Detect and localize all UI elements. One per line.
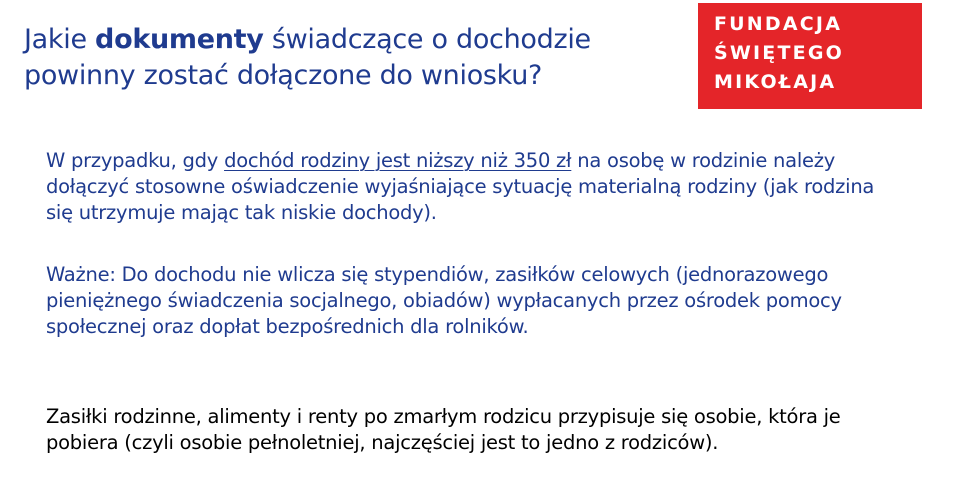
paragraph-income-statement xyxy=(46,148,906,226)
paragraph1-rest: na osobę w rodzinie należy dołączyć stosowne oświadczenie wyjaśniające sytuację materialną rodziny (jak rodzina się utrzymuje mając tak niskie dochody). xyxy=(46,149,875,224)
title-prefix: Jakie xyxy=(24,24,96,55)
logo-line-2: ŚWIĘTEGO xyxy=(714,42,844,64)
title-bold: dokumenty xyxy=(95,24,264,55)
logo-line-1: FUNDACJA xyxy=(714,13,843,35)
page-title xyxy=(24,22,684,94)
paragraph-important-note: Ważne: Do dochodu nie wlicza się stypendiów, zasiłków celowych (jednorazowego pieniężnego świadczenia socjalnego, obiadów) wypłacanych przez ośrodek pomocy społecznej oraz dopłat bezpośrednich dla rolników. xyxy=(46,263,842,338)
title-rest: świadczące o dochodzie powinny zostać dołączone do wniosku? xyxy=(24,24,591,91)
foundation-logo xyxy=(698,3,922,109)
paragraph1-prefix: W przypadku, gdy xyxy=(46,149,225,172)
logo-line-3: MIKOŁAJA xyxy=(714,71,837,93)
paragraph-benefits-note: Zasiłki rodzinne, alimenty i renty po zmarłym rodzicu przypisuje się osobie, która je pobiera (czyli osobie pełnoletniej, najczęściej jest to jedno z rodziców). xyxy=(46,405,841,454)
income-threshold-emphasis: dochód rodziny jest niższy niż 350 zł xyxy=(224,149,572,172)
